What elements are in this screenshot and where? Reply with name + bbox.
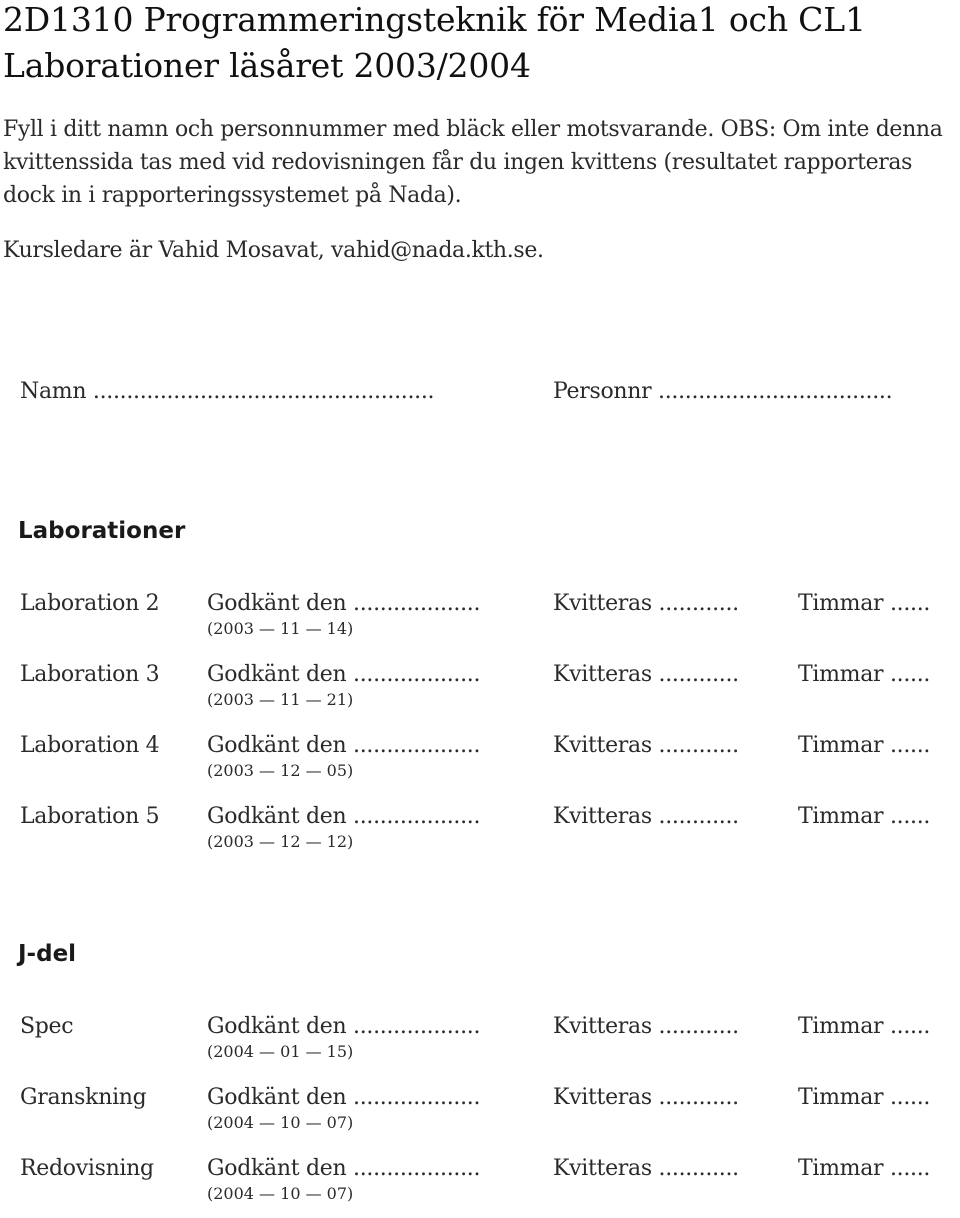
hours-field[interactable]: Timmar ......: [798, 662, 931, 687]
approved-date-field[interactable]: Godkänt den ...................: [207, 591, 481, 616]
section-heading-laborationer: Laborationer: [18, 518, 186, 544]
due-date: (2003 — 11 — 14): [207, 619, 354, 638]
signature-field[interactable]: Kvitteras ............: [553, 1085, 739, 1110]
approved-date-field[interactable]: Godkänt den ...................: [207, 733, 481, 758]
section-heading-jdel: J-del: [18, 941, 77, 967]
document-subtitle: Laborationer läsåret 2003/2004: [3, 46, 531, 85]
intro-paragraph: Fyll i ditt namn och personnummer med bläck eller motsvarande. OBS: Om inte denna kvittenssida tas med vid redovisningen får du ingen kvittens (resultatet rapporteras dock in i rapporteringssystemet på Nada).: [3, 117, 943, 208]
signature-field[interactable]: Kvitteras ............: [553, 733, 739, 758]
lab-row: [0, 658, 960, 724]
signature-field[interactable]: Kvitteras ............: [553, 591, 739, 616]
approved-date-field[interactable]: Godkänt den ...................: [207, 1014, 481, 1039]
row-name: Laboration 3: [20, 662, 160, 687]
jdel-row: [0, 1081, 960, 1147]
due-date: (2003 — 12 — 05): [207, 761, 354, 780]
personal-number-field[interactable]: Personnr ...................................: [553, 379, 893, 404]
row-name: Redovisning: [20, 1156, 154, 1181]
lab-row: [0, 587, 960, 653]
signature-field[interactable]: Kvitteras ............: [553, 804, 739, 829]
hours-field[interactable]: Timmar ......: [798, 804, 931, 829]
hours-field[interactable]: Timmar ......: [798, 591, 931, 616]
signature-field[interactable]: Kvitteras ............: [553, 1014, 739, 1039]
due-date: (2004 — 10 — 07): [207, 1184, 354, 1203]
signature-field[interactable]: Kvitteras ............: [553, 662, 739, 687]
signature-field[interactable]: Kvitteras ............: [553, 1156, 739, 1181]
row-name: Granskning: [20, 1085, 147, 1110]
row-name: Laboration 4: [20, 733, 160, 758]
hours-field[interactable]: Timmar ......: [798, 733, 931, 758]
lab-row: [0, 800, 960, 866]
hours-field[interactable]: Timmar ......: [798, 1085, 931, 1110]
name-field[interactable]: Namn ...................................................: [20, 379, 435, 404]
course-leader-line: Kursledare är Vahid Mosavat, vahid@nada.kth.se.: [3, 238, 544, 263]
jdel-row: [0, 1010, 960, 1076]
row-name: Laboration 5: [20, 804, 160, 829]
document-title: 2D1310 Programmeringsteknik för Media1 och CL1: [3, 0, 866, 39]
row-name: Spec: [20, 1014, 74, 1039]
lab-row: [0, 729, 960, 795]
approved-date-field[interactable]: Godkänt den ...................: [207, 804, 481, 829]
approved-date-field[interactable]: Godkänt den ...................: [207, 1085, 481, 1110]
due-date: (2003 — 11 — 21): [207, 690, 354, 709]
jdel-row: [0, 1152, 960, 1218]
due-date: (2003 — 12 — 12): [207, 832, 354, 851]
approved-date-field[interactable]: Godkänt den ...................: [207, 662, 481, 687]
hours-field[interactable]: Timmar ......: [798, 1156, 931, 1181]
row-name: Laboration 2: [20, 591, 160, 616]
due-date: (2004 — 01 — 15): [207, 1042, 354, 1061]
due-date: (2004 — 10 — 07): [207, 1113, 354, 1132]
approved-date-field[interactable]: Godkänt den ...................: [207, 1156, 481, 1181]
hours-field[interactable]: Timmar ......: [798, 1014, 931, 1039]
